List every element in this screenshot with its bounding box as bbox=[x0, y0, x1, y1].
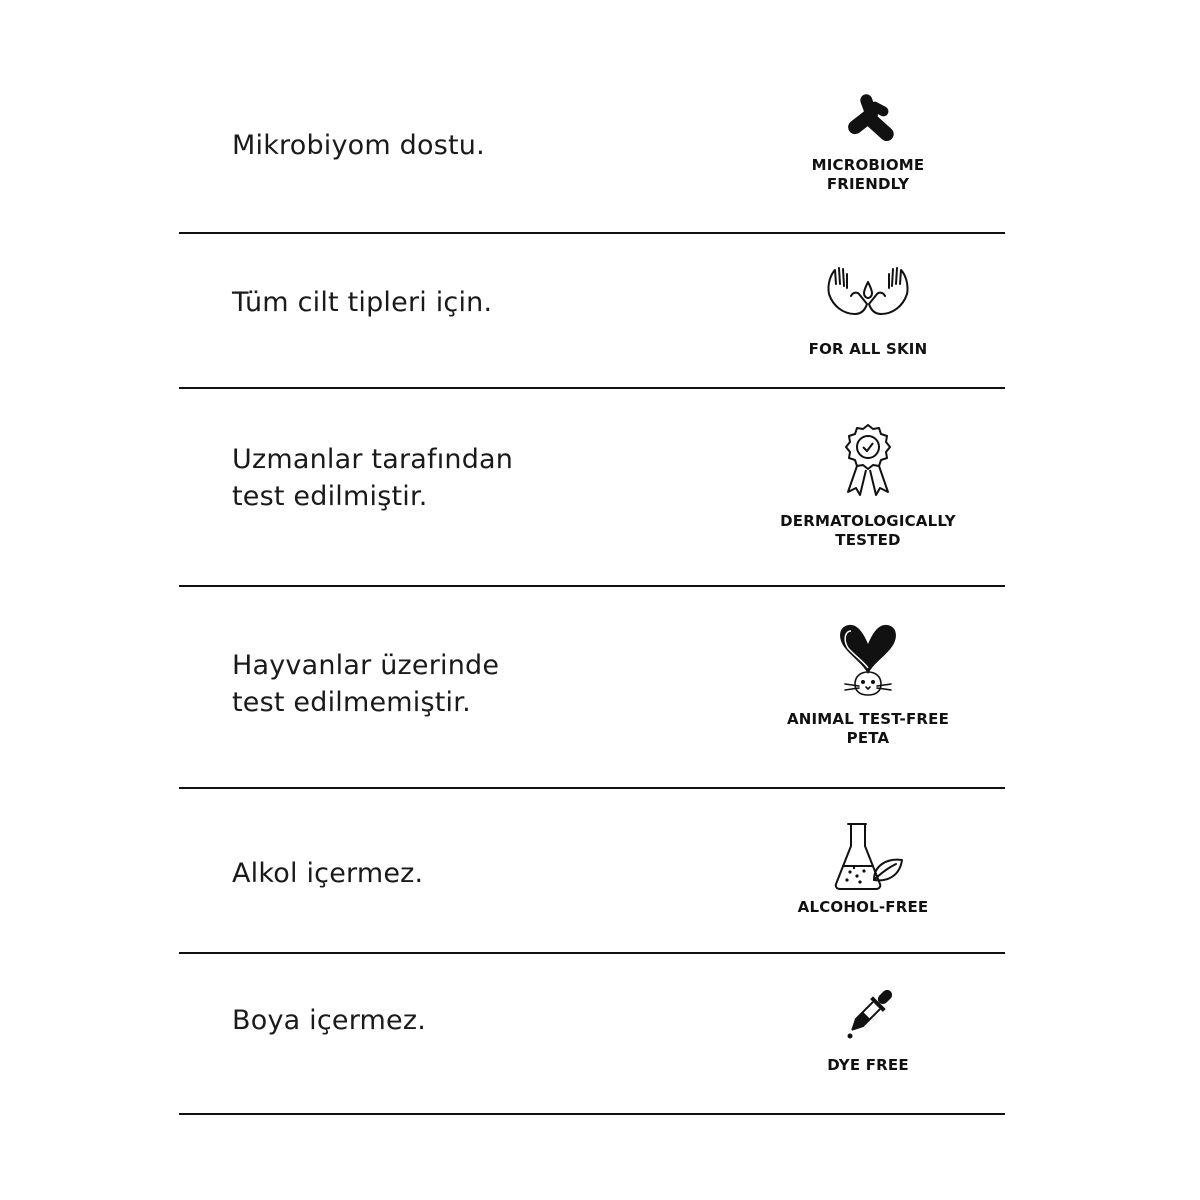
badge-label bbox=[758, 898, 968, 917]
microbiome-icon bbox=[838, 90, 898, 150]
badge-all-skin bbox=[768, 264, 968, 359]
feature-description bbox=[232, 441, 513, 515]
feature-description-line: Uzmanlar tarafından bbox=[232, 444, 514, 475]
feature-description-line: Tüm cilt tipleri için. bbox=[232, 287, 493, 318]
divider bbox=[179, 952, 1005, 954]
feature-description bbox=[232, 1002, 426, 1039]
badge-label bbox=[768, 156, 968, 194]
divider bbox=[179, 787, 1005, 789]
badge-label-line: MICROBIOME bbox=[811, 156, 925, 174]
feature-description bbox=[232, 127, 485, 164]
badge-label-line: DYE FREE bbox=[827, 1056, 909, 1074]
flask-leaf-icon bbox=[830, 820, 906, 892]
badge-label bbox=[768, 1056, 968, 1075]
feature-description bbox=[232, 855, 423, 892]
feature-description-line: Hayvanlar üzerinde bbox=[232, 650, 500, 681]
badge-alcohol-free bbox=[768, 820, 968, 917]
bunny-heart-icon bbox=[833, 622, 903, 698]
divider bbox=[179, 585, 1005, 587]
badge-label-line: PETA bbox=[846, 729, 890, 747]
feature-description bbox=[232, 284, 492, 321]
badge-dye-free bbox=[768, 986, 968, 1075]
divider bbox=[179, 232, 1005, 234]
badge-label-line: FOR ALL SKIN bbox=[808, 340, 928, 358]
feature-description-line: Boya içermez. bbox=[232, 1005, 426, 1036]
badge-label-line: ALCOHOL-FREE bbox=[797, 898, 929, 916]
feature-description-line: Alkol içermez. bbox=[232, 858, 424, 889]
hands-drop-icon bbox=[823, 264, 913, 320]
badge-label-line: DERMATOLOGICALLY bbox=[780, 512, 956, 530]
dropper-icon bbox=[840, 986, 896, 1042]
badge-microbiome bbox=[768, 90, 968, 194]
badge-label bbox=[768, 512, 968, 550]
badge-label-line: TESTED bbox=[835, 531, 901, 549]
badge-dermatologically-tested bbox=[768, 422, 968, 550]
feature-description bbox=[232, 647, 499, 721]
feature-description-line: Mikrobiyom dostu. bbox=[232, 130, 485, 161]
award-rosette-icon bbox=[838, 422, 898, 498]
badge-label bbox=[768, 710, 968, 748]
divider bbox=[179, 387, 1005, 389]
feature-description-line: test edilmemiştir. bbox=[232, 687, 471, 718]
badge-label bbox=[768, 340, 968, 359]
badge-label-line: ANIMAL TEST-FREE bbox=[786, 710, 950, 728]
badge-label-line: FRIENDLY bbox=[826, 175, 910, 193]
feature-description-line: test edilmiştir. bbox=[232, 481, 428, 512]
badge-animal-test-free bbox=[768, 622, 968, 748]
divider bbox=[179, 1113, 1005, 1115]
